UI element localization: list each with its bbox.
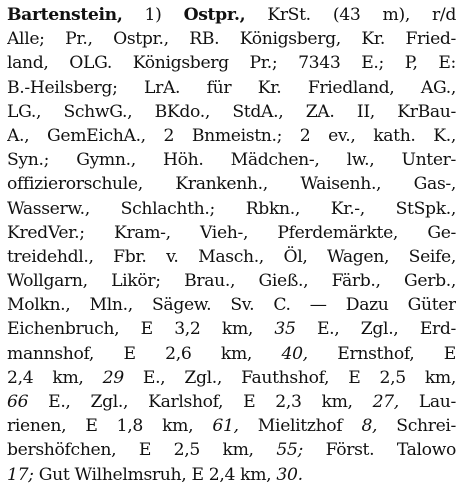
- population-number: 17;: [7, 464, 34, 485]
- population-number: 8,: [361, 416, 378, 437]
- entry-text: bershöfchen, E 2,5 km,: [7, 440, 277, 461]
- entry-line: [7, 390, 456, 414]
- population-number: 66: [7, 392, 29, 412]
- entry-text: Wasserw., Schlachth.; Rbkn., Kr.-, StSpk.,: [7, 198, 456, 219]
- entry-text: Syn.; Gymn., Höh. Mädchen-, lw., Unter-: [7, 150, 456, 171]
- entry-text: Wollgarn, Likör; Brau., Gieß., Färb., Gerb.,: [7, 271, 456, 292]
- entry-line: [7, 221, 456, 245]
- entry-line: [7, 148, 456, 172]
- population-number: 55;: [276, 440, 303, 461]
- entry-text: Först. Talowo: [302, 440, 456, 461]
- entry-line: [7, 76, 456, 100]
- entry-line: [7, 463, 456, 487]
- entry-text: offizierorschule, Krankenh., Waisenh., Gas-,: [7, 174, 456, 195]
- entry-text: Schrei-: [377, 416, 456, 437]
- entry-line: [7, 51, 456, 75]
- entry-text: A., GemEichA., 2 Bnmeistn.; 2 ev., kath. K.,: [7, 125, 456, 146]
- entry-line: [7, 342, 456, 366]
- population-number: 40,: [281, 343, 308, 364]
- entry-line: [7, 293, 456, 317]
- entry-text: KredVer.; Kram-, Vieh-, Pferdemärkte, Ge-: [7, 222, 456, 243]
- entry-text: rienen, E 1,8 km,: [7, 416, 213, 437]
- entry-text: Eichenbruch, E 3,2 km,: [7, 319, 275, 340]
- entry-text: E., Zgl., Erd-: [295, 319, 456, 340]
- headword-text: Ostpr.,: [183, 5, 246, 25]
- entry-line: [7, 3, 456, 27]
- entry-text: KrSt. (43 m), r/d: [245, 5, 456, 25]
- entry-line: [7, 366, 456, 390]
- population-number: 35: [274, 319, 296, 340]
- entry-line: [7, 269, 456, 293]
- entry-text: 1): [122, 5, 184, 25]
- entry-text: E., Zgl., Karlshof, E 2,3 km,: [28, 392, 373, 412]
- entry-text: E., Zgl., Fauthshof, E 2,5 km,: [123, 367, 456, 388]
- entry-text: treidehdl., Fbr. v. Masch., Öl, Wagen, Seife,: [7, 246, 456, 267]
- population-number: 29: [102, 367, 124, 388]
- entry-text: mannshof, E 2,6 km,: [7, 343, 282, 364]
- entry-line: [7, 317, 456, 341]
- population-number: 61,: [212, 416, 239, 437]
- entry-text: Ernsthof, E: [307, 343, 456, 364]
- entry-text: land, OLG. Königsberg Pr.; 7343 E.; P, E:: [7, 53, 456, 74]
- entry-text: Mielitzhof: [238, 416, 362, 437]
- entry-line: [7, 100, 456, 124]
- entry-line: [7, 27, 456, 51]
- entry-line: [7, 245, 456, 269]
- entry-line: [7, 414, 456, 438]
- entry-text: Molkn., Mln., Sägew. Sv. C. — Dazu Güter: [7, 295, 456, 316]
- entry-text: Gut Wilhelmsruh, E 2,4 km,: [33, 464, 277, 485]
- entry-text: 2,4 km,: [7, 367, 103, 388]
- entry-line: [7, 172, 456, 196]
- entry-text: LG., SchwG., BKdo., StdA., ZA. II, KrBau-: [7, 101, 456, 122]
- entry-text: B.-Heilsberg; LrA. für Kr. Friedland, AG.,: [7, 77, 456, 98]
- population-number: 30.: [276, 464, 303, 485]
- entry-line: [7, 197, 456, 221]
- entry-text: Lau-: [398, 392, 456, 412]
- headword-text: Bartenstein,: [7, 5, 123, 25]
- population-number: 27,: [372, 392, 399, 412]
- entry-line: [7, 438, 456, 462]
- entry-text: Alle; Pr., Ostpr., RB. Königsberg, Kr. Fried-: [7, 29, 456, 50]
- entry-line: [7, 124, 456, 148]
